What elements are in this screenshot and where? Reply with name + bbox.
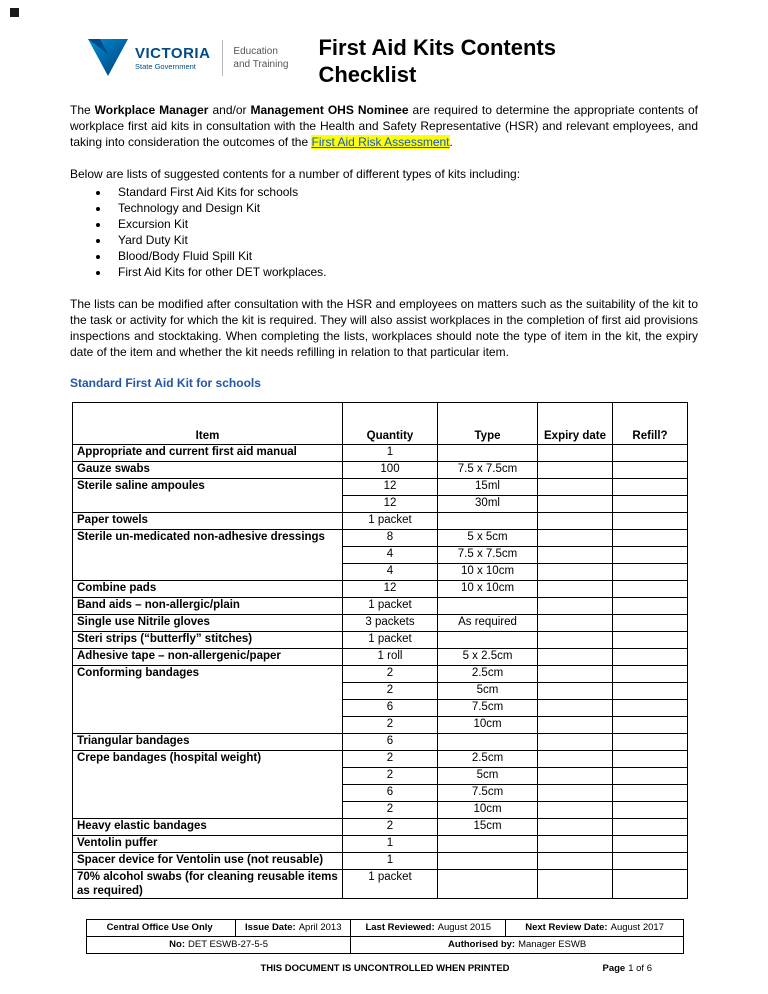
type-cell: 7.5cm bbox=[438, 785, 538, 802]
footer-cell-next-review bbox=[506, 920, 684, 937]
page-title: First Aid Kits Contents Checklist bbox=[318, 35, 556, 87]
list-intro: Below are lists of suggested contents for a number of different types of kits including: bbox=[70, 167, 521, 181]
intro-text-segment: The bbox=[70, 103, 95, 117]
type-cell: 5cm bbox=[438, 768, 538, 785]
footer-label: Central Office Use Only bbox=[106, 922, 213, 933]
quantity-cell: 2 bbox=[343, 666, 438, 683]
footer-label: No: bbox=[169, 939, 185, 950]
expiry-cell bbox=[538, 768, 613, 785]
footer-bottom-line bbox=[86, 963, 684, 974]
quantity-cell: 1 bbox=[343, 836, 438, 853]
kit-table-row bbox=[73, 598, 688, 615]
kit-type-item: • First Aid Kits for other DET workplaces. bbox=[110, 265, 698, 280]
refill-cell bbox=[613, 649, 688, 666]
item-cell: Heavy elastic bandages bbox=[73, 819, 343, 836]
type-cell: 5 x 5cm bbox=[438, 530, 538, 547]
footer-label: Last Reviewed: bbox=[365, 922, 435, 933]
refill-cell bbox=[613, 479, 688, 496]
type-cell: As required bbox=[438, 615, 538, 632]
kit-table-row bbox=[73, 734, 688, 751]
type-cell bbox=[438, 445, 538, 462]
footer-cell-document-number bbox=[87, 937, 351, 954]
type-cell: 2.5cm bbox=[438, 751, 538, 768]
intro-bold-segment: Management OHS Nominee bbox=[250, 103, 409, 117]
refill-cell bbox=[613, 802, 688, 819]
kit-table-header-row bbox=[73, 403, 688, 445]
quantity-cell: 100 bbox=[343, 462, 438, 479]
kit-type-item: • Yard Duty Kit bbox=[110, 233, 698, 248]
intro-text-segment: . bbox=[449, 135, 453, 149]
expiry-cell bbox=[538, 649, 613, 666]
logo-divider bbox=[222, 40, 223, 76]
item-cell: Spacer device for Ventolin use (not reusable) bbox=[73, 853, 343, 870]
expiry-cell bbox=[538, 819, 613, 836]
logo-brand: VICTORIA bbox=[135, 44, 211, 62]
type-cell: 7.5cm bbox=[438, 700, 538, 717]
header-refill: Refill? bbox=[613, 403, 688, 445]
quantity-cell: 12 bbox=[343, 479, 438, 496]
type-cell: 7.5 x 7.5cm bbox=[438, 547, 538, 564]
type-cell: 10cm bbox=[438, 717, 538, 734]
footer-cell-last-reviewed bbox=[351, 920, 506, 937]
header-quantity: Quantity bbox=[343, 403, 438, 445]
kit-table-row bbox=[73, 853, 688, 870]
quantity-cell: 6 bbox=[343, 734, 438, 751]
type-cell: 10 x 10cm bbox=[438, 581, 538, 598]
dept-line-2: and Training bbox=[233, 59, 289, 70]
expiry-cell bbox=[538, 445, 613, 462]
kit-table-row bbox=[73, 836, 688, 853]
type-cell bbox=[438, 734, 538, 751]
expiry-cell bbox=[538, 683, 613, 700]
footer-value: April 2013 bbox=[298, 922, 342, 933]
refill-cell bbox=[613, 666, 688, 683]
expiry-cell bbox=[538, 870, 613, 899]
refill-cell bbox=[613, 717, 688, 734]
item-cell: Sterile saline ampoules bbox=[73, 479, 343, 513]
kit-contents-table bbox=[72, 402, 688, 899]
footer-value: August 2017 bbox=[610, 922, 664, 933]
item-cell: Adhesive tape – non-allergenic/paper bbox=[73, 649, 343, 666]
expiry-cell bbox=[538, 836, 613, 853]
document-header bbox=[70, 34, 698, 88]
expiry-cell bbox=[538, 479, 613, 496]
kit-type-item: • Technology and Design Kit bbox=[110, 201, 698, 216]
item-cell: Ventolin puffer bbox=[73, 836, 343, 853]
footer-value: August 2015 bbox=[437, 922, 491, 933]
expiry-cell bbox=[538, 632, 613, 649]
kit-type-item: • Blood/Body Fluid Spill Kit bbox=[110, 249, 698, 264]
refill-cell bbox=[613, 853, 688, 870]
quantity-cell: 2 bbox=[343, 768, 438, 785]
footer-cell-central-office bbox=[87, 920, 236, 937]
logo-department bbox=[233, 45, 288, 71]
kit-type-item: • Standard First Aid Kits for schools bbox=[110, 185, 698, 200]
quantity-cell: 2 bbox=[343, 717, 438, 734]
kit-table-row bbox=[73, 751, 688, 768]
kit-table-row bbox=[73, 513, 688, 530]
expiry-cell bbox=[538, 462, 613, 479]
refill-cell bbox=[613, 564, 688, 581]
intro-text-segment: and/or bbox=[208, 103, 251, 117]
footer-value: Manager ESWB bbox=[518, 939, 587, 950]
item-cell: Single use Nitrile gloves bbox=[73, 615, 343, 632]
kit-table-row bbox=[73, 615, 688, 632]
type-cell bbox=[438, 632, 538, 649]
type-cell: 2.5cm bbox=[438, 666, 538, 683]
quantity-cell: 1 packet bbox=[343, 513, 438, 530]
header-expiry-date: Expiry date bbox=[538, 403, 613, 445]
expiry-cell bbox=[538, 785, 613, 802]
type-cell bbox=[438, 836, 538, 853]
type-cell bbox=[438, 513, 538, 530]
expiry-cell bbox=[538, 666, 613, 683]
refill-cell bbox=[613, 615, 688, 632]
expiry-cell bbox=[538, 734, 613, 751]
type-cell bbox=[438, 598, 538, 615]
footer-cell-authorised-by bbox=[351, 937, 684, 954]
item-cell: Gauze swabs bbox=[73, 462, 343, 479]
item-cell: Combine pads bbox=[73, 581, 343, 598]
item-cell: Sterile un-medicated non-adhesive dressings bbox=[73, 530, 343, 581]
refill-cell bbox=[613, 445, 688, 462]
type-cell bbox=[438, 870, 538, 899]
expiry-cell bbox=[538, 717, 613, 734]
header-item: Item bbox=[73, 403, 343, 445]
kit-table-row bbox=[73, 581, 688, 598]
refill-cell bbox=[613, 819, 688, 836]
expiry-cell bbox=[538, 530, 613, 547]
footer-value: DET ESWB-27-5-5 bbox=[188, 939, 269, 950]
refill-cell bbox=[613, 751, 688, 768]
type-cell: 30ml bbox=[438, 496, 538, 513]
footer-label: Authorised by: bbox=[448, 939, 516, 950]
logo-text bbox=[135, 46, 210, 71]
page-number bbox=[603, 963, 653, 974]
refill-cell bbox=[613, 683, 688, 700]
kit-table-row bbox=[73, 870, 688, 899]
quantity-cell: 4 bbox=[343, 564, 438, 581]
item-cell: 70% alcohol swabs (for cleaning reusable items as required) bbox=[73, 870, 343, 899]
type-cell bbox=[438, 853, 538, 870]
quantity-cell: 4 bbox=[343, 547, 438, 564]
refill-cell bbox=[613, 462, 688, 479]
corner-mark bbox=[10, 8, 19, 17]
expiry-cell bbox=[538, 513, 613, 530]
kit-table-row bbox=[73, 819, 688, 836]
expiry-cell bbox=[538, 564, 613, 581]
modification-paragraph: The lists can be modified after consultation with the HSR and employees on matters such as the suitability of the kit to the task or activity for which the kit is required. They will also assist workplaces in the completion of first aid provisions inspections and stocktaking. When completing the lists, workplaces should note the type of item in the kit, the expiry date of the item and whether the kit needs refilling in relation to that particular item. bbox=[70, 297, 698, 359]
quantity-cell: 12 bbox=[343, 581, 438, 598]
item-cell: Conforming bandages bbox=[73, 666, 343, 734]
quantity-cell: 1 packet bbox=[343, 598, 438, 615]
kit-table-row bbox=[73, 479, 688, 496]
dept-line-1: Education bbox=[233, 46, 278, 57]
quantity-cell: 1 packet bbox=[343, 632, 438, 649]
expiry-cell bbox=[538, 615, 613, 632]
section-heading: Standard First Aid Kit for schools bbox=[70, 376, 261, 390]
expiry-cell bbox=[538, 700, 613, 717]
item-cell: Triangular bandages bbox=[73, 734, 343, 751]
first-aid-risk-assessment-link[interactable]: First Aid Risk Assessment bbox=[311, 135, 450, 149]
kit-table-row bbox=[73, 632, 688, 649]
refill-cell bbox=[613, 598, 688, 615]
logo-sub: State Government bbox=[135, 61, 196, 71]
expiry-cell bbox=[538, 496, 613, 513]
quantity-cell: 1 bbox=[343, 445, 438, 462]
quantity-cell: 6 bbox=[343, 785, 438, 802]
refill-cell bbox=[613, 530, 688, 547]
type-cell: 10cm bbox=[438, 802, 538, 819]
footer-row-2 bbox=[87, 937, 684, 954]
expiry-cell bbox=[538, 581, 613, 598]
footer-label: Next Review Date: bbox=[525, 922, 608, 933]
refill-cell bbox=[613, 734, 688, 751]
expiry-cell bbox=[538, 802, 613, 819]
kit-table-row bbox=[73, 666, 688, 683]
intro-paragraph bbox=[70, 102, 698, 150]
footer-row-1 bbox=[87, 920, 684, 937]
refill-cell bbox=[613, 870, 688, 899]
refill-cell bbox=[613, 836, 688, 853]
refill-cell bbox=[613, 513, 688, 530]
page-value: 1 of 6 bbox=[628, 963, 652, 974]
footer-label: Issue Date: bbox=[245, 922, 296, 933]
type-cell: 7.5 x 7.5cm bbox=[438, 462, 538, 479]
quantity-cell: 3 packets bbox=[343, 615, 438, 632]
refill-cell bbox=[613, 785, 688, 802]
type-cell: 15ml bbox=[438, 479, 538, 496]
intro-bold-segment: Workplace Manager bbox=[94, 103, 209, 117]
kit-type-list bbox=[92, 185, 698, 280]
quantity-cell: 2 bbox=[343, 751, 438, 768]
refill-cell bbox=[613, 632, 688, 649]
item-cell: Appropriate and current first aid manual bbox=[73, 445, 343, 462]
quantity-cell: 1 packet bbox=[343, 870, 438, 899]
quantity-cell: 1 bbox=[343, 853, 438, 870]
refill-cell bbox=[613, 700, 688, 717]
victoria-state-government-logo bbox=[86, 38, 288, 78]
kit-table-body bbox=[73, 445, 688, 899]
type-cell: 10 x 10cm bbox=[438, 564, 538, 581]
type-cell: 5cm bbox=[438, 683, 538, 700]
item-cell: Crepe bandages (hospital weight) bbox=[73, 751, 343, 819]
victoria-triangle-icon bbox=[86, 38, 130, 78]
quantity-cell: 1 roll bbox=[343, 649, 438, 666]
uncontrolled-notice: THIS DOCUMENT IS UNCONTROLLED WHEN PRINTED bbox=[260, 963, 510, 974]
kit-type-item: • Excursion Kit bbox=[110, 217, 698, 232]
refill-cell bbox=[613, 768, 688, 785]
refill-cell bbox=[613, 496, 688, 513]
type-cell: 5 x 2.5cm bbox=[438, 649, 538, 666]
expiry-cell bbox=[538, 751, 613, 768]
document-footer bbox=[86, 919, 684, 974]
kit-table-row bbox=[73, 462, 688, 479]
kit-table-row bbox=[73, 445, 688, 462]
footer-cell-issue-date bbox=[236, 920, 351, 937]
expiry-cell bbox=[538, 853, 613, 870]
expiry-cell bbox=[538, 547, 613, 564]
quantity-cell: 2 bbox=[343, 683, 438, 700]
item-cell: Paper towels bbox=[73, 513, 343, 530]
type-cell: 15cm bbox=[438, 819, 538, 836]
refill-cell bbox=[613, 581, 688, 598]
kit-table-row bbox=[73, 649, 688, 666]
intro-text-segment: are required to determine the appropriate contents of workplace first aid kits in consultation with the Health and Safety Representative (HSR) and relevant employees, and taking into consideration the outcomes of the bbox=[70, 103, 698, 149]
quantity-cell: 12 bbox=[343, 496, 438, 513]
document-control-table bbox=[86, 919, 684, 954]
header-type: Type bbox=[438, 403, 538, 445]
quantity-cell: 8 bbox=[343, 530, 438, 547]
item-cell: Band aids – non-allergic/plain bbox=[73, 598, 343, 615]
item-cell: Steri strips (“butterfly” stitches) bbox=[73, 632, 343, 649]
kit-table-row bbox=[73, 530, 688, 547]
quantity-cell: 2 bbox=[343, 819, 438, 836]
expiry-cell bbox=[538, 598, 613, 615]
quantity-cell: 6 bbox=[343, 700, 438, 717]
quantity-cell: 2 bbox=[343, 802, 438, 819]
refill-cell bbox=[613, 547, 688, 564]
page-label: Page bbox=[602, 963, 626, 974]
